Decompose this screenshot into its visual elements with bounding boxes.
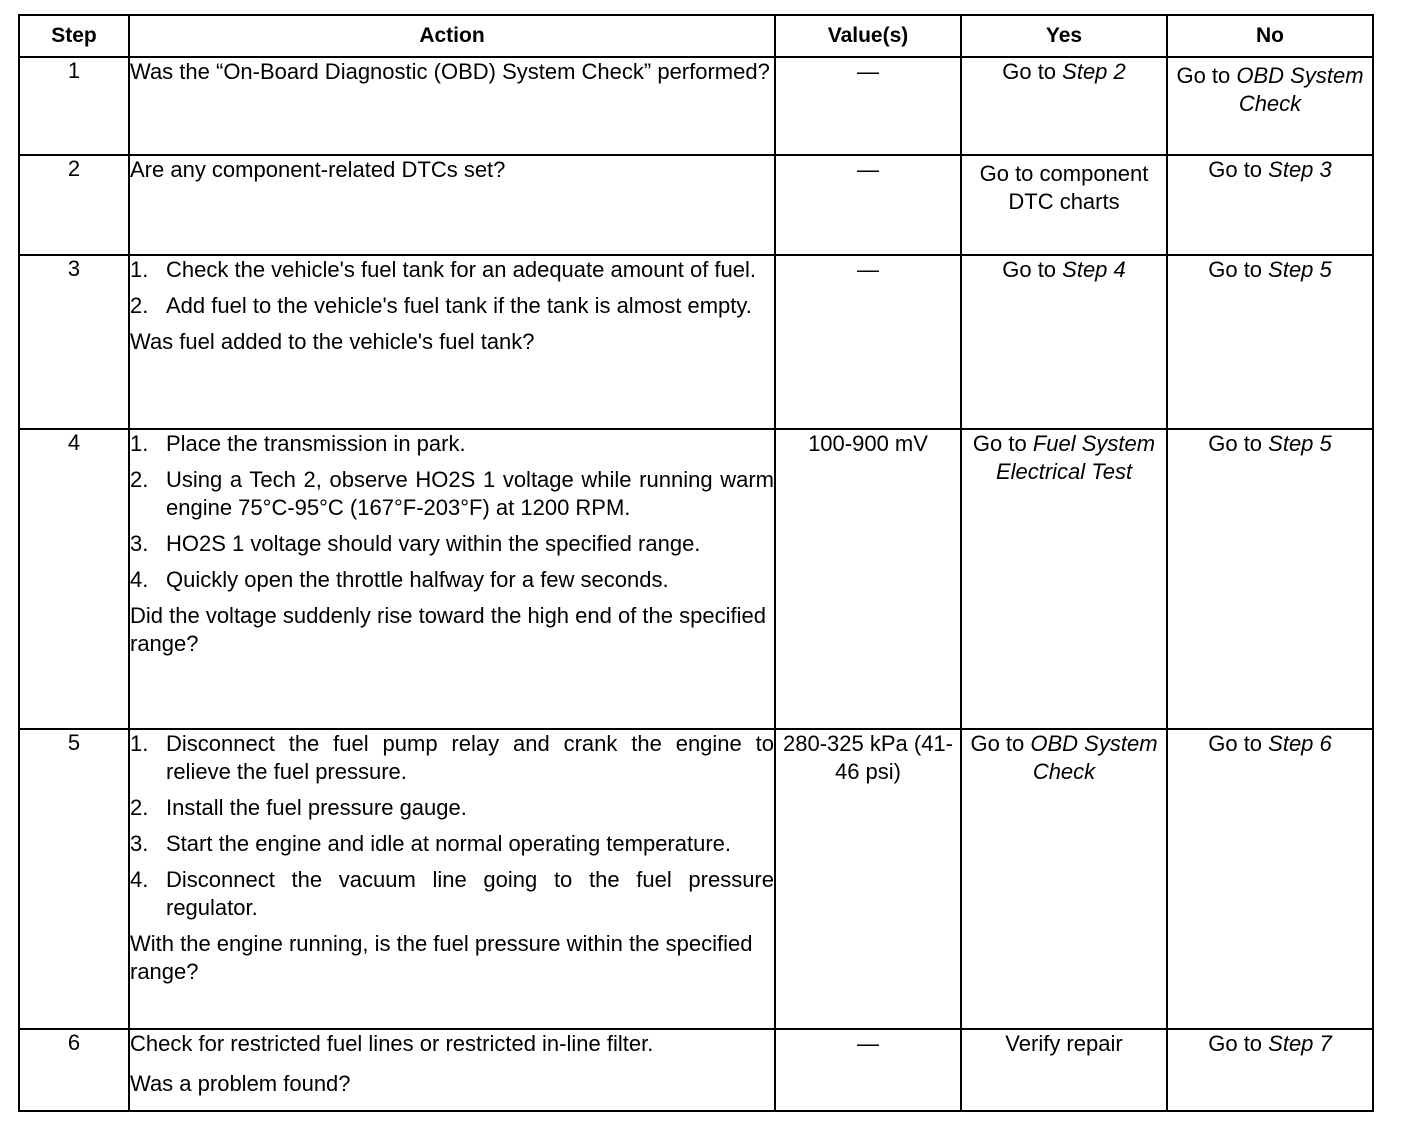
no-ref: Step 3 (1268, 157, 1332, 182)
header-row (19, 15, 1373, 57)
action-step (130, 866, 774, 922)
action-question: Was fuel added to the vehicle's fuel tank? (130, 329, 535, 354)
action-cell (129, 155, 775, 255)
no-text: Go to (1208, 731, 1269, 756)
action-step-number: 3. (130, 531, 149, 556)
no-ref: Step 5 (1268, 431, 1332, 456)
step-number: 6 (19, 1029, 129, 1111)
action-step-text: Using a Tech 2, observe HO2S 1 voltage while running warm engine 75°C-95°C (167°F-203°F) at 1200 RPM. (166, 467, 774, 520)
action-step-text: HO2S 1 voltage should vary within the specified range. (166, 531, 701, 556)
no-cell (1167, 155, 1373, 255)
value-cell: — (775, 1029, 961, 1111)
action-cell (129, 1029, 775, 1111)
action-step-text: Install the fuel pressure gauge. (166, 795, 467, 820)
yes-ref: Step 4 (1062, 257, 1126, 282)
action-cell (129, 729, 775, 1029)
action-step-text: Quickly open the throttle halfway for a few seconds. (166, 567, 669, 592)
action-steps (130, 730, 774, 922)
action-step-text: Start the engine and idle at normal operating temperature. (166, 831, 732, 856)
action-question: Did the voltage suddenly rise toward the high end of the specified range? (130, 603, 766, 656)
yes-ref: OBD System Check (1030, 731, 1158, 784)
yes-cell (961, 255, 1167, 429)
no-ref: Step 6 (1268, 731, 1332, 756)
no-cell (1167, 1029, 1373, 1111)
no-ref: OBD System Check (1236, 63, 1364, 116)
action-step (130, 292, 774, 320)
value-cell: — (775, 57, 961, 155)
action-step (130, 430, 774, 458)
header-yes: Yes (961, 15, 1167, 57)
action-question: Was a problem found? (130, 1071, 351, 1096)
action-cell (129, 57, 775, 155)
value-cell: — (775, 255, 961, 429)
action-steps (130, 256, 774, 320)
action-step-text: Check the vehicle's fuel tank for an adequate amount of fuel. (166, 257, 757, 282)
action-step (130, 566, 774, 594)
action-cell (129, 429, 775, 729)
action-step-number: 4. (130, 567, 149, 592)
action-step (130, 794, 774, 822)
action-step-number: 3. (130, 831, 149, 856)
action-step-number: 2. (130, 293, 149, 318)
action-step-number: 2. (130, 467, 149, 492)
action-step-number: 2. (130, 795, 149, 820)
table-row (19, 1029, 1373, 1111)
yes-text: Go to component DTC charts (979, 161, 1149, 214)
action-question: Was the “On-Board Diagnostic (OBD) System Check” performed? (130, 59, 770, 84)
step-number: 2 (19, 155, 129, 255)
yes-text: Go to (1002, 59, 1063, 84)
value-cell: 100-900 mV (775, 429, 961, 729)
yes-text: Go to (970, 731, 1031, 756)
header-step: Step (19, 15, 129, 57)
yes-cell (961, 729, 1167, 1029)
action-step (130, 830, 774, 858)
header-no: No (1167, 15, 1373, 57)
yes-text: Verify repair (1005, 1031, 1123, 1056)
action-step (130, 466, 774, 522)
diagnostic-table (18, 14, 1374, 1112)
no-ref: Step 5 (1268, 257, 1332, 282)
no-text: Go to (1208, 431, 1269, 456)
action-step-text: Place the transmission in park. (166, 431, 466, 456)
header-values: Value(s) (775, 15, 961, 57)
yes-cell (961, 155, 1167, 255)
action-step (130, 530, 774, 558)
no-text: Go to (1208, 257, 1269, 282)
value-cell: 280-325 kPa (41-46 psi) (775, 729, 961, 1029)
action-step-number: 1. (130, 731, 149, 756)
no-ref: Step 7 (1268, 1031, 1332, 1056)
step-number: 4 (19, 429, 129, 729)
no-cell (1167, 729, 1373, 1029)
step-number: 1 (19, 57, 129, 155)
action-question: Are any component-related DTCs set? (130, 157, 506, 182)
yes-text: Go to (1002, 257, 1063, 282)
table-row (19, 155, 1373, 255)
action-step-number: 1. (130, 257, 149, 282)
no-cell (1167, 429, 1373, 729)
yes-cell (961, 57, 1167, 155)
action-step (130, 730, 774, 786)
no-text: Go to (1208, 157, 1269, 182)
action-step-text: Disconnect the vacuum line going to the fuel pressure regulator. (166, 867, 774, 920)
yes-text: Go to (972, 431, 1033, 456)
action-step-number: 1. (130, 431, 149, 456)
yes-ref: Fuel System Electrical Test (995, 431, 1156, 484)
yes-cell (961, 429, 1167, 729)
step-number: 3 (19, 255, 129, 429)
table-row (19, 57, 1373, 155)
table-row (19, 255, 1373, 429)
value-cell: — (775, 155, 961, 255)
action-question: With the engine running, is the fuel pressure within the specified range? (130, 931, 753, 984)
action-cell (129, 255, 775, 429)
no-text: Go to (1208, 1031, 1269, 1056)
action-step-text: Add fuel to the vehicle's fuel tank if the tank is almost empty. (166, 293, 752, 318)
step-number: 5 (19, 729, 129, 1029)
no-text: Go to (1176, 63, 1237, 88)
table-row (19, 729, 1373, 1029)
header-action: Action (129, 15, 775, 57)
table-row (19, 429, 1373, 729)
yes-ref: Step 2 (1062, 59, 1126, 84)
action-step-number: 4. (130, 867, 149, 892)
action-step-text: Disconnect the fuel pump relay and crank the engine to relieve the fuel pressure. (166, 731, 774, 784)
no-cell (1167, 255, 1373, 429)
no-cell (1167, 57, 1373, 155)
action-steps (130, 430, 774, 594)
yes-cell (961, 1029, 1167, 1111)
action-question: Check for restricted fuel lines or restricted in-line filter. (130, 1031, 654, 1056)
action-step (130, 256, 774, 284)
